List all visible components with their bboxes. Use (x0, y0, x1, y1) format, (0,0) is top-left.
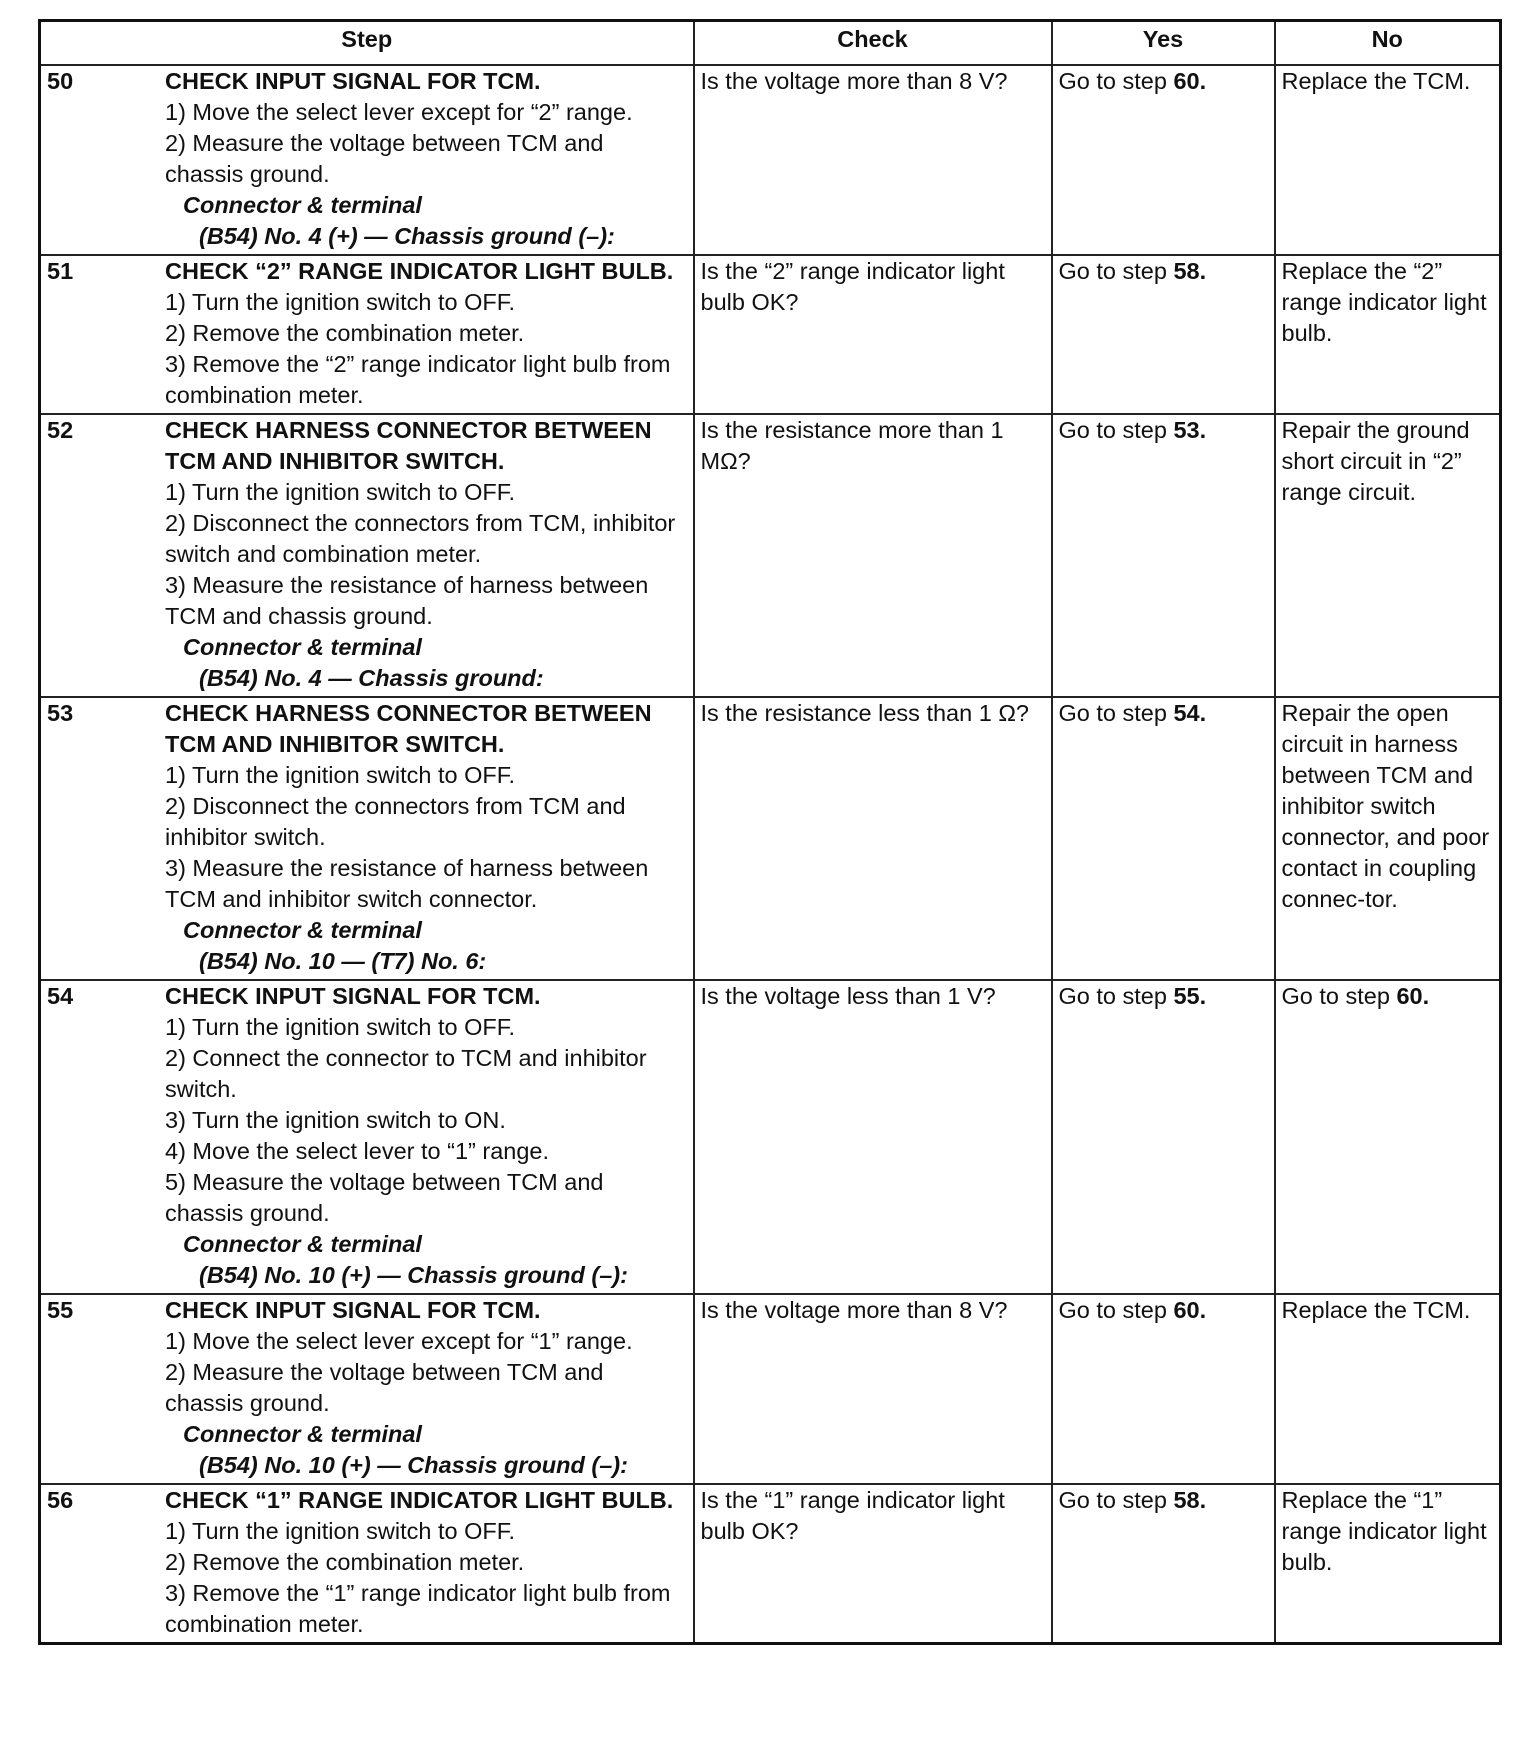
step-instruction: 1) Turn the ignition switch to OFF. (165, 479, 516, 505)
step-instruction: 4) Move the select lever to “1” range. (165, 1138, 550, 1164)
connector-label: Connector & terminal (183, 192, 422, 218)
yes-step-ref: 53. (1173, 417, 1207, 443)
yes-cell (1052, 697, 1275, 980)
check-cell (694, 65, 1052, 255)
step-cell (40, 255, 694, 414)
check-question: Is the voltage more than 8 V? (700, 1297, 1008, 1323)
check-question: Is the resistance less than 1 Ω? (700, 700, 1029, 726)
step-number: 51 (47, 258, 74, 284)
step-instruction: 2) Disconnect the connectors from TCM and inhibitor switch. (165, 793, 626, 850)
yes-text: Go to step (1058, 983, 1174, 1009)
yes-step-ref: 60. (1173, 68, 1207, 94)
header-no: No (1275, 21, 1501, 66)
table-row (40, 697, 1501, 980)
yes-step-ref: 58. (1173, 1487, 1207, 1513)
step-instruction: 2) Remove the combination meter. (165, 1549, 525, 1575)
step-instruction: 3) Remove the “1” range indicator light bulb from combination meter. (165, 1580, 671, 1637)
step-number: 54 (47, 983, 74, 1009)
step-cell (40, 1484, 694, 1644)
yes-cell (1052, 1484, 1275, 1644)
yes-text: Go to step (1058, 1487, 1174, 1513)
connector-terminal: (B54) No. 4 (+) — Chassis ground (–): (199, 223, 615, 249)
step-instruction: 3) Measure the resistance of harness between TCM and chassis ground. (165, 572, 649, 629)
step-title: CHECK INPUT SIGNAL FOR TCM. (165, 1297, 541, 1323)
no-text: Repair the ground short circuit in “2” range circuit. (1281, 417, 1470, 505)
yes-step-ref: 58. (1173, 258, 1207, 284)
connector-label: Connector & terminal (183, 634, 422, 660)
step-title: CHECK “2” RANGE INDICATOR LIGHT BULB. (165, 258, 674, 284)
step-instruction: 2) Measure the voltage between TCM and chassis ground. (165, 1359, 604, 1416)
step-number: 56 (47, 1487, 74, 1513)
table-row (40, 1484, 1501, 1644)
yes-cell (1052, 255, 1275, 414)
step-instruction: 1) Turn the ignition switch to OFF. (165, 289, 516, 315)
step-title: CHECK HARNESS CONNECTOR BETWEEN TCM AND INHIBITOR SWITCH. (165, 417, 652, 474)
step-cell (40, 414, 694, 697)
no-step-ref: 60. (1396, 983, 1430, 1009)
step-title: CHECK INPUT SIGNAL FOR TCM. (165, 983, 541, 1009)
no-cell (1275, 65, 1501, 255)
step-instruction: 3) Turn the ignition switch to ON. (165, 1107, 506, 1133)
table-row (40, 255, 1501, 414)
step-instruction: 2) Remove the combination meter. (165, 320, 525, 346)
step-instruction: 1) Move the select lever except for “2” range. (165, 99, 633, 125)
check-question: Is the voltage less than 1 V? (700, 983, 996, 1009)
step-instruction: 2) Connect the connector to TCM and inhibitor switch. (165, 1045, 647, 1102)
yes-text: Go to step (1058, 700, 1174, 726)
step-instruction: 3) Remove the “2” range indicator light bulb from combination meter. (165, 351, 671, 408)
yes-text: Go to step (1058, 68, 1174, 94)
step-number: 55 (47, 1297, 74, 1323)
step-cell (40, 1294, 694, 1484)
no-cell (1275, 414, 1501, 697)
connector-terminal: (B54) No. 10 — (T7) No. 6: (199, 948, 487, 974)
no-text: Replace the TCM. (1281, 68, 1471, 94)
yes-cell (1052, 65, 1275, 255)
check-question: Is the “2” range indicator light bulb OK? (700, 258, 1005, 315)
step-title: CHECK “1” RANGE INDICATOR LIGHT BULB. (165, 1487, 674, 1513)
step-instruction: 1) Turn the ignition switch to OFF. (165, 1014, 516, 1040)
yes-cell (1052, 414, 1275, 697)
no-text: Replace the TCM. (1281, 1297, 1471, 1323)
table-row (40, 65, 1501, 255)
no-cell (1275, 1484, 1501, 1644)
check-question: Is the voltage more than 8 V? (700, 68, 1008, 94)
yes-text: Go to step (1058, 1297, 1174, 1323)
header-check: Check (694, 21, 1052, 66)
connector-label: Connector & terminal (183, 917, 422, 943)
check-cell (694, 414, 1052, 697)
step-number: 50 (47, 68, 74, 94)
step-instruction: 2) Measure the voltage between TCM and chassis ground. (165, 130, 604, 187)
step-instruction: 3) Measure the resistance of harness between TCM and inhibitor switch connector. (165, 855, 649, 912)
no-cell (1275, 697, 1501, 980)
no-text: Replace the “1” range indicator light bulb. (1281, 1487, 1487, 1575)
yes-step-ref: 54. (1173, 700, 1207, 726)
step-instruction: 1) Turn the ignition switch to OFF. (165, 762, 516, 788)
no-cell (1275, 980, 1501, 1294)
check-question: Is the resistance more than 1 MΩ? (700, 417, 1004, 474)
step-number: 53 (47, 700, 74, 726)
yes-cell (1052, 1294, 1275, 1484)
yes-step-ref: 55. (1173, 983, 1207, 1009)
no-text: Repair the open circuit in harness between TCM and inhibitor switch connector, and poor contact in coupling connec-tor. (1281, 700, 1490, 912)
no-cell (1275, 255, 1501, 414)
step-instruction: 1) Turn the ignition switch to OFF. (165, 1518, 516, 1544)
check-question: Is the “1” range indicator light bulb OK? (700, 1487, 1005, 1544)
no-text: Go to step (1281, 983, 1397, 1009)
yes-text: Go to step (1058, 258, 1174, 284)
check-cell (694, 255, 1052, 414)
table-row (40, 1294, 1501, 1484)
step-instruction: 1) Move the select lever except for “1” range. (165, 1328, 633, 1354)
step-title: CHECK HARNESS CONNECTOR BETWEEN TCM AND INHIBITOR SWITCH. (165, 700, 652, 757)
connector-terminal: (B54) No. 4 — Chassis ground: (199, 665, 544, 691)
check-cell (694, 980, 1052, 1294)
no-cell (1275, 1294, 1501, 1484)
check-cell (694, 1294, 1052, 1484)
header-yes: Yes (1052, 21, 1275, 66)
step-cell (40, 980, 694, 1294)
step-cell (40, 697, 694, 980)
header-row (40, 21, 1501, 66)
connector-label: Connector & terminal (183, 1231, 422, 1257)
check-cell (694, 1484, 1052, 1644)
yes-text: Go to step (1058, 417, 1174, 443)
step-instruction: 5) Measure the voltage between TCM and chassis ground. (165, 1169, 604, 1226)
table-row (40, 980, 1501, 1294)
yes-cell (1052, 980, 1275, 1294)
header-step: Step (40, 21, 694, 66)
yes-step-ref: 60. (1173, 1297, 1207, 1323)
diagnostic-table (38, 19, 1502, 1645)
connector-terminal: (B54) No. 10 (+) — Chassis ground (–): (199, 1262, 628, 1288)
step-title: CHECK INPUT SIGNAL FOR TCM. (165, 68, 541, 94)
step-instruction: 2) Disconnect the connectors from TCM, inhibitor switch and combination meter. (165, 510, 676, 567)
step-number: 52 (47, 417, 74, 443)
no-text: Replace the “2” range indicator light bulb. (1281, 258, 1487, 346)
step-cell (40, 65, 694, 255)
connector-label: Connector & terminal (183, 1421, 422, 1447)
check-cell (694, 697, 1052, 980)
connector-terminal: (B54) No. 10 (+) — Chassis ground (–): (199, 1452, 628, 1478)
table-row (40, 414, 1501, 697)
